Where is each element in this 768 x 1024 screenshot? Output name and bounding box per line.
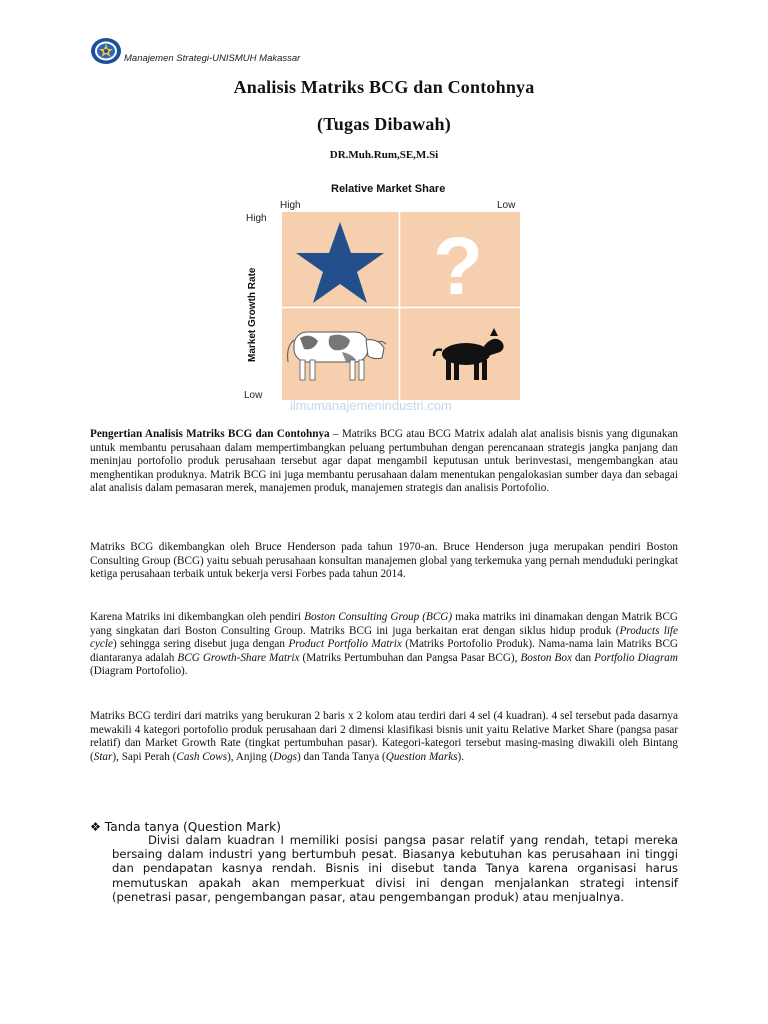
- market-growth-rate-label: Market Growth Rate: [247, 267, 258, 362]
- section-body: Divisi dalam kuadran I memiliki posisi pangsa pasar relatif yang rendah, tetapi mereka bersaing dalam industri yang bertumbuh pesat. Biasanya kebutuhan kas perusahaan ini tinggi dan pendapatan kasnya rendah. Bisnis ini disebut tanda Tanya karena organisasi harus memutuskan apakah akan memperkuat divisi ini dengan menjalankan strategi intensif (penetrasi pasar, pengembangan pasar, atau pengembangan produk) atau menjualnya.: [112, 833, 678, 904]
- university-seal-icon: [90, 36, 122, 66]
- page-subtitle: (Tugas Dibawah): [317, 114, 451, 134]
- paragraph-structure: Matriks BCG terdiri dari matriks yang berukuran 2 baris x 2 kolom atau terdiri dari 4 sel (4 kuadran). 4 sel tersebut pada dasarnya mewakili 4 kategori portofolio produk perusahaan dari 2 dimensi klasifikasi bisnis unit yaitu Relative Market Share (pangsa pasar relatif) dan Market Growth Rate (tingkat pertumbuhan pasar). Kategori-kategori tersebut masing-masing diwakili oleh Bintang (Star), Sapi Perah (Cash Cows), Anjing (Dogs) dan Tanda Tanya (Question Marks).: [90, 710, 678, 763]
- paragraph-definition: [90, 428, 678, 496]
- question-mark-icon: ?: [432, 221, 484, 312]
- header-text: Manajemen Strategi-UNISMUH Makassar: [124, 53, 301, 64]
- watermark-text: ilmumanajemenindustri.com: [290, 398, 452, 413]
- low-left-label: Low: [244, 390, 263, 401]
- relative-market-share-label: Relative Market Share: [331, 183, 446, 195]
- bcg-matrix-figure: [232, 176, 534, 416]
- high-left-label: High: [246, 213, 267, 224]
- low-top-label: Low: [497, 200, 516, 211]
- paragraph-text: – Matriks BCG atau BCG Matrix adalah alat analisis bisnis yang digunakan untuk membantu perusahaan dalam mempertimbangkan peluang pertumbuhan dengan perencanaan strategis jangka panjang dan meninjau portofolio produk perusahaan tersebut agar dapat mengambil keputusan untuk berinvestasi, mengembangkan atau menghentikan produknya. Matrik BCG ini juga membantu perusahaan dalam menentukan pengalokasian sumber daya dan sebagai alat analisis dalam pemasaran merek, manajemen produk, manajemen strategis dan analisis Portofolio.: [90, 428, 679, 495]
- author-name: DR.Muh.Rum,SE,M.Si: [329, 149, 439, 161]
- diamond-bullet-icon: ❖: [90, 820, 101, 834]
- page-title: Analisis Matriks BCG dan Contohnya: [233, 77, 535, 97]
- high-top-label: High: [280, 200, 301, 211]
- paragraph-lead: Pengertian Analisis Matriks BCG dan Contohnya: [90, 428, 330, 440]
- section-title: Tanda tanya (Question Mark): [100, 820, 281, 834]
- page-header: [90, 36, 690, 66]
- paragraph-naming: Karena Matriks ini dikembangkan oleh pendiri Boston Consulting Group (BCG) maka matriks ini dinamakan dengan Matrik BCG yang singkatan dari Boston Consulting Group. Matriks BCG ini juga berkaitan erat dengan siklus hidup produk (Products life cycle) sehingga sering disebut juga dengan Product Portfolio Matrix (Matriks Portofolio Produk). Nama-nama lain Matriks BCG diantaranya adalah BCG Growth-Share Matrix (Matriks Pertumbuhan dan Pangsa Pasar BCG), Boston Box dan Portfolio Diagram (Diagram Portofolio).: [90, 611, 679, 678]
- paragraph-history: Matriks BCG dikembangkan oleh Bruce Henderson pada tahun 1970-an. Bruce Henderson juga merupakan pendiri Boston Consulting Group (BCG) yaitu sebuah perusahaan konsultan manajemen global yang terkemuka yang pernah menduduki peringkat ketiga perusahaan terbaik untuk bekerja versi Forbes pada tahun 2014.: [90, 541, 678, 581]
- section-heading: [90, 820, 281, 834]
